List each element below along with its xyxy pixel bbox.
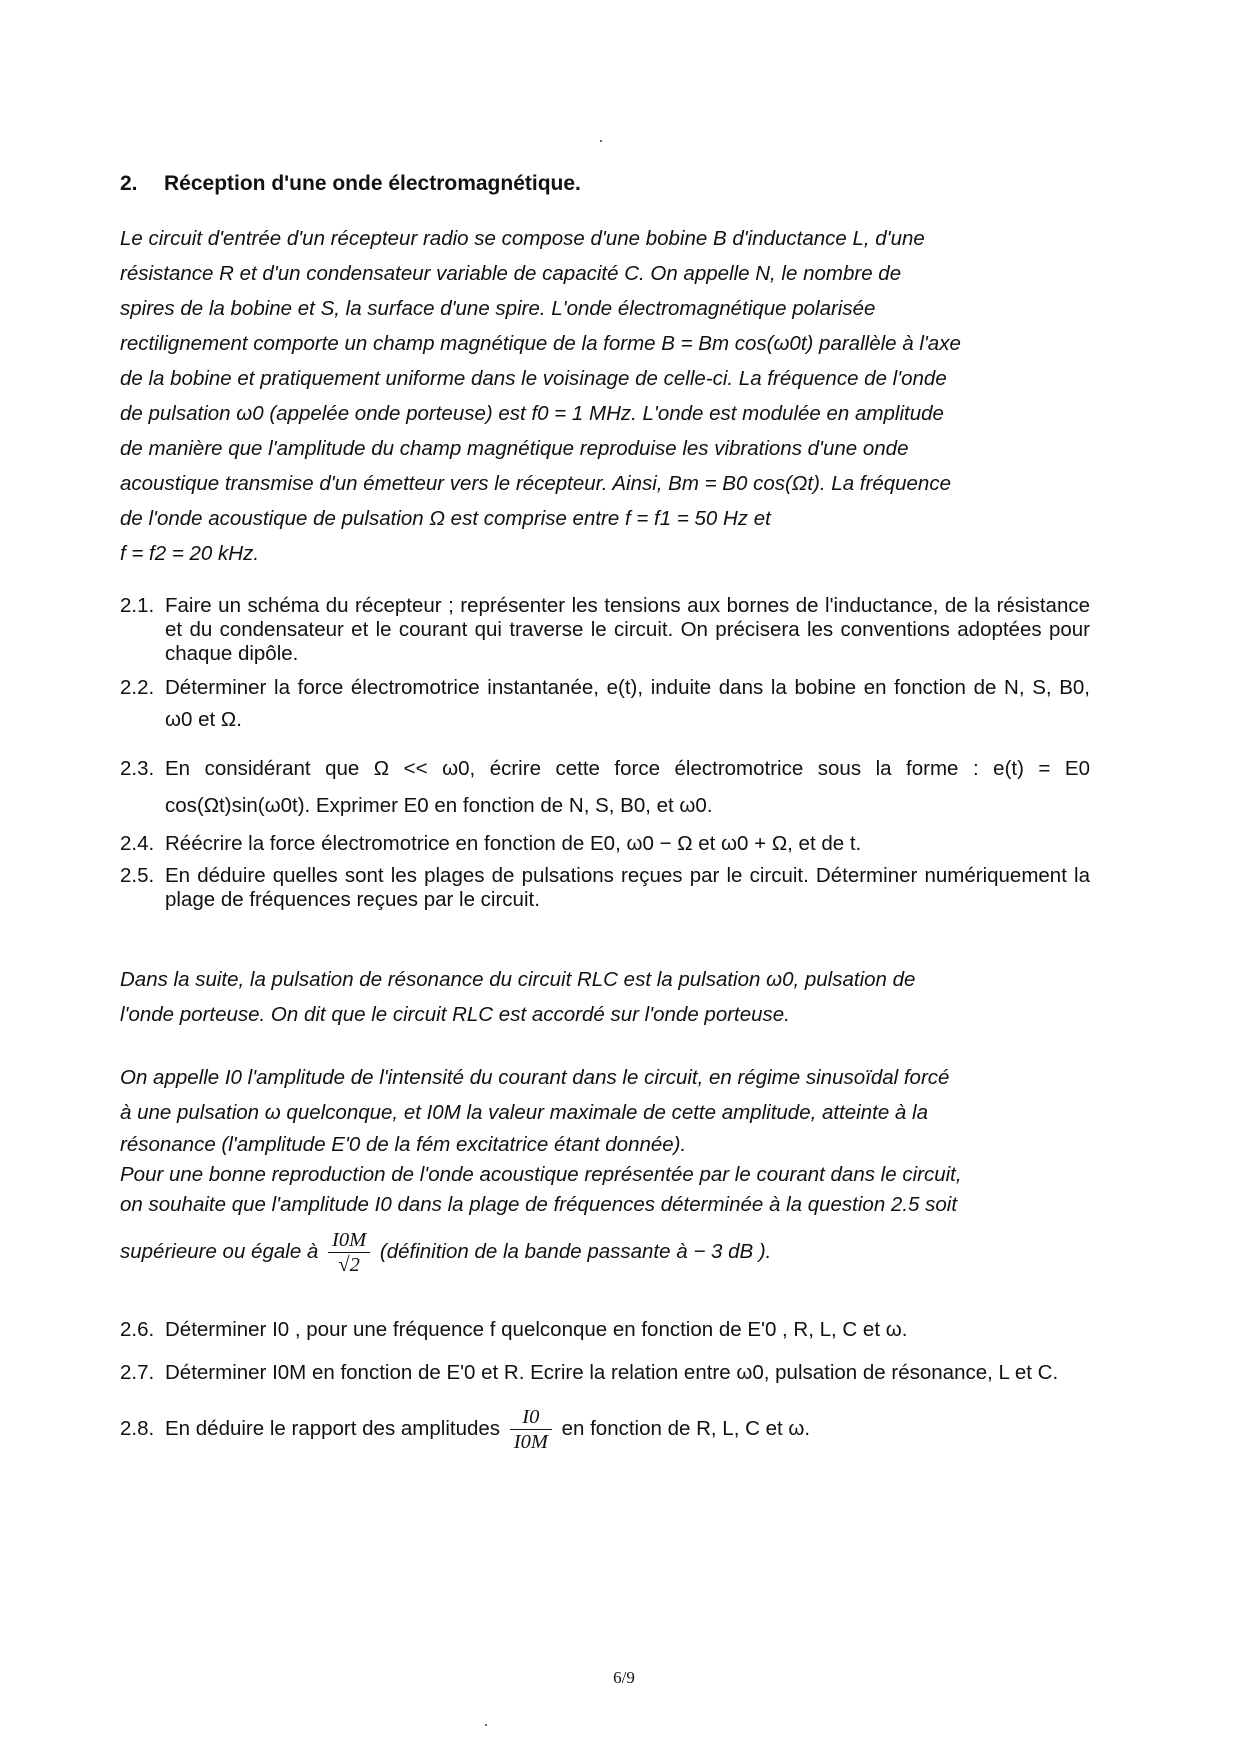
ratio-suffix: en fonction de R, L, C et ω.: [561, 1416, 811, 1440]
intro-line: f = f2 = 20 kHz.: [120, 542, 260, 565]
fraction-numerator: I0M: [328, 1228, 370, 1253]
bandwidth-prefix: supérieure ou égale à: [120, 1239, 319, 1263]
fraction-denominator: I0M: [513, 1431, 548, 1453]
question-item: [120, 864, 1090, 912]
amplitude-paragraph: [120, 1060, 1084, 1277]
amplitude-line: Pour une bonne reproduction de l'onde acoustique représentée par le courant dans le circuit,: [120, 1163, 962, 1186]
question-number: 2.4.: [120, 832, 155, 855]
fraction-I0M-over-sqrt2: [328, 1228, 370, 1277]
question-text: Déterminer I0M en fonction de E'0 et R. Ecrire la relation entre ω0, pulsation de résonance, L et C.: [165, 1361, 1059, 1384]
intro-line: acoustique transmise d'un émetteur vers le récepteur. Ainsi, Bm = B0 cos(Ωt). La fréquence: [120, 472, 951, 495]
intro-line: de manière que l'amplitude du champ magnétique reproduise les vibrations d'une onde: [120, 437, 909, 460]
question-text: Faire un schéma du récepteur ; représenter les tensions aux bornes de l'inductance, de la résistance et du condensateur et le courant qui traverse le circuit. On précisera les conventions adoptées pour chaque dipôle.: [165, 594, 1090, 665]
section-number: 2.: [120, 172, 138, 195]
question-text: En déduire quelles sont les plages de pulsations reçues par le circuit. Déterminer numériquement la plage de fréquences reçues par le circuit.: [165, 864, 1090, 911]
resonance-paragraph: [120, 962, 1084, 1032]
question-text: Déterminer I0 , pour une fréquence f quelconque en fonction de E'0 , R, L, C et ω.: [165, 1318, 908, 1341]
question-item: [120, 1405, 1090, 1454]
question-number: 2.3.: [120, 757, 155, 780]
resonance-line: Dans la suite, la pulsation de résonance du circuit RLC est la pulsation ω0, pulsation de: [120, 968, 916, 991]
question-list-a: [120, 594, 1090, 912]
intro-line: rectilignement comporte un champ magnétique de la forme B = Bm cos(ω0t) parallèle à l'axe: [120, 332, 961, 355]
question-text: [165, 1405, 1090, 1454]
question-item: [120, 672, 1090, 736]
question-item: [120, 1318, 1090, 1342]
question-item: [120, 750, 1090, 824]
section-title-text: Réception d'une onde électromagnétique.: [164, 172, 581, 195]
question-text: Déterminer la force électromotrice instantanée, e(t), induite dans la bobine en fonction de N, S, B0, ω0 et Ω.: [165, 676, 1090, 731]
fraction-denominator: √2: [338, 1254, 360, 1276]
intro-paragraph: [120, 221, 1084, 571]
amplitude-line: On appelle I0 l'amplitude de l'intensité du courant dans le circuit, en régime sinusoïdal forcé: [120, 1066, 950, 1089]
intro-line: résistance R et d'un condensateur variable de capacité C. On appelle N, le nombre de: [120, 262, 902, 285]
question-item: [120, 1356, 1090, 1389]
bandwidth-line: [120, 1228, 1084, 1277]
fraction-I0-over-I0M: [510, 1405, 552, 1454]
bandwidth-suffix: (définition de la bande passante à − 3 dB ).: [379, 1239, 772, 1263]
page-number: 6/9: [613, 1668, 635, 1687]
question-item: [120, 832, 1090, 856]
intro-line: spires de la bobine et S, la surface d'une spire. L'onde électromagnétique polarisée: [120, 297, 876, 320]
intro-line: Le circuit d'entrée d'un récepteur radio se compose d'une bobine B d'inductance L, d'une: [120, 227, 925, 250]
question-text: En considérant que Ω << ω0, écrire cette force électromotrice sous la forme : e(t) = E0 cos(Ωt)sin(ω0t). Exprimer E0 en fonction de N, S, B0, et ω0.: [165, 757, 1090, 817]
fraction-numerator: I0: [510, 1405, 552, 1430]
intro-line: de pulsation ω0 (appelée onde porteuse) est f0 = 1 MHz. L'onde est modulée en amplitude: [120, 402, 944, 425]
intro-line: de la bobine et pratiquement uniforme dans le voisinage de celle-ci. La fréquence de l'onde: [120, 367, 947, 390]
amplitude-line: on souhaite que l'amplitude I0 dans la plage de fréquences déterminée à la question 2.5 soit: [120, 1193, 958, 1216]
scan-speck: [485, 1724, 487, 1726]
ratio-prefix: En déduire le rapport des amplitudes: [165, 1416, 501, 1440]
question-list-b: [120, 1318, 1090, 1454]
amplitude-line: résonance (l'amplitude E'0 de la fém excitatrice étant donnée).: [120, 1133, 687, 1156]
section-heading: [120, 172, 581, 196]
intro-line: de l'onde acoustique de pulsation Ω est comprise entre f = f1 = 50 Hz et: [120, 507, 771, 530]
scan-speck: [600, 140, 602, 142]
resonance-line: l'onde porteuse. On dit que le circuit RLC est accordé sur l'onde porteuse.: [120, 1003, 790, 1026]
question-number: 2.1.: [120, 594, 155, 617]
question-item: [120, 594, 1090, 666]
question-number: 2.2.: [120, 676, 155, 699]
amplitude-line: à une pulsation ω quelconque, et I0M la valeur maximale de cette amplitude, atteinte à la: [120, 1101, 928, 1124]
question-number: 2.6.: [120, 1318, 155, 1341]
question-number: 2.7.: [120, 1361, 155, 1384]
question-text: Réécrire la force électromotrice en fonction de E0, ω0 − Ω et ω0 + Ω, et de t.: [165, 832, 862, 855]
question-number: 2.8.: [120, 1417, 155, 1440]
question-number: 2.5.: [120, 864, 155, 887]
